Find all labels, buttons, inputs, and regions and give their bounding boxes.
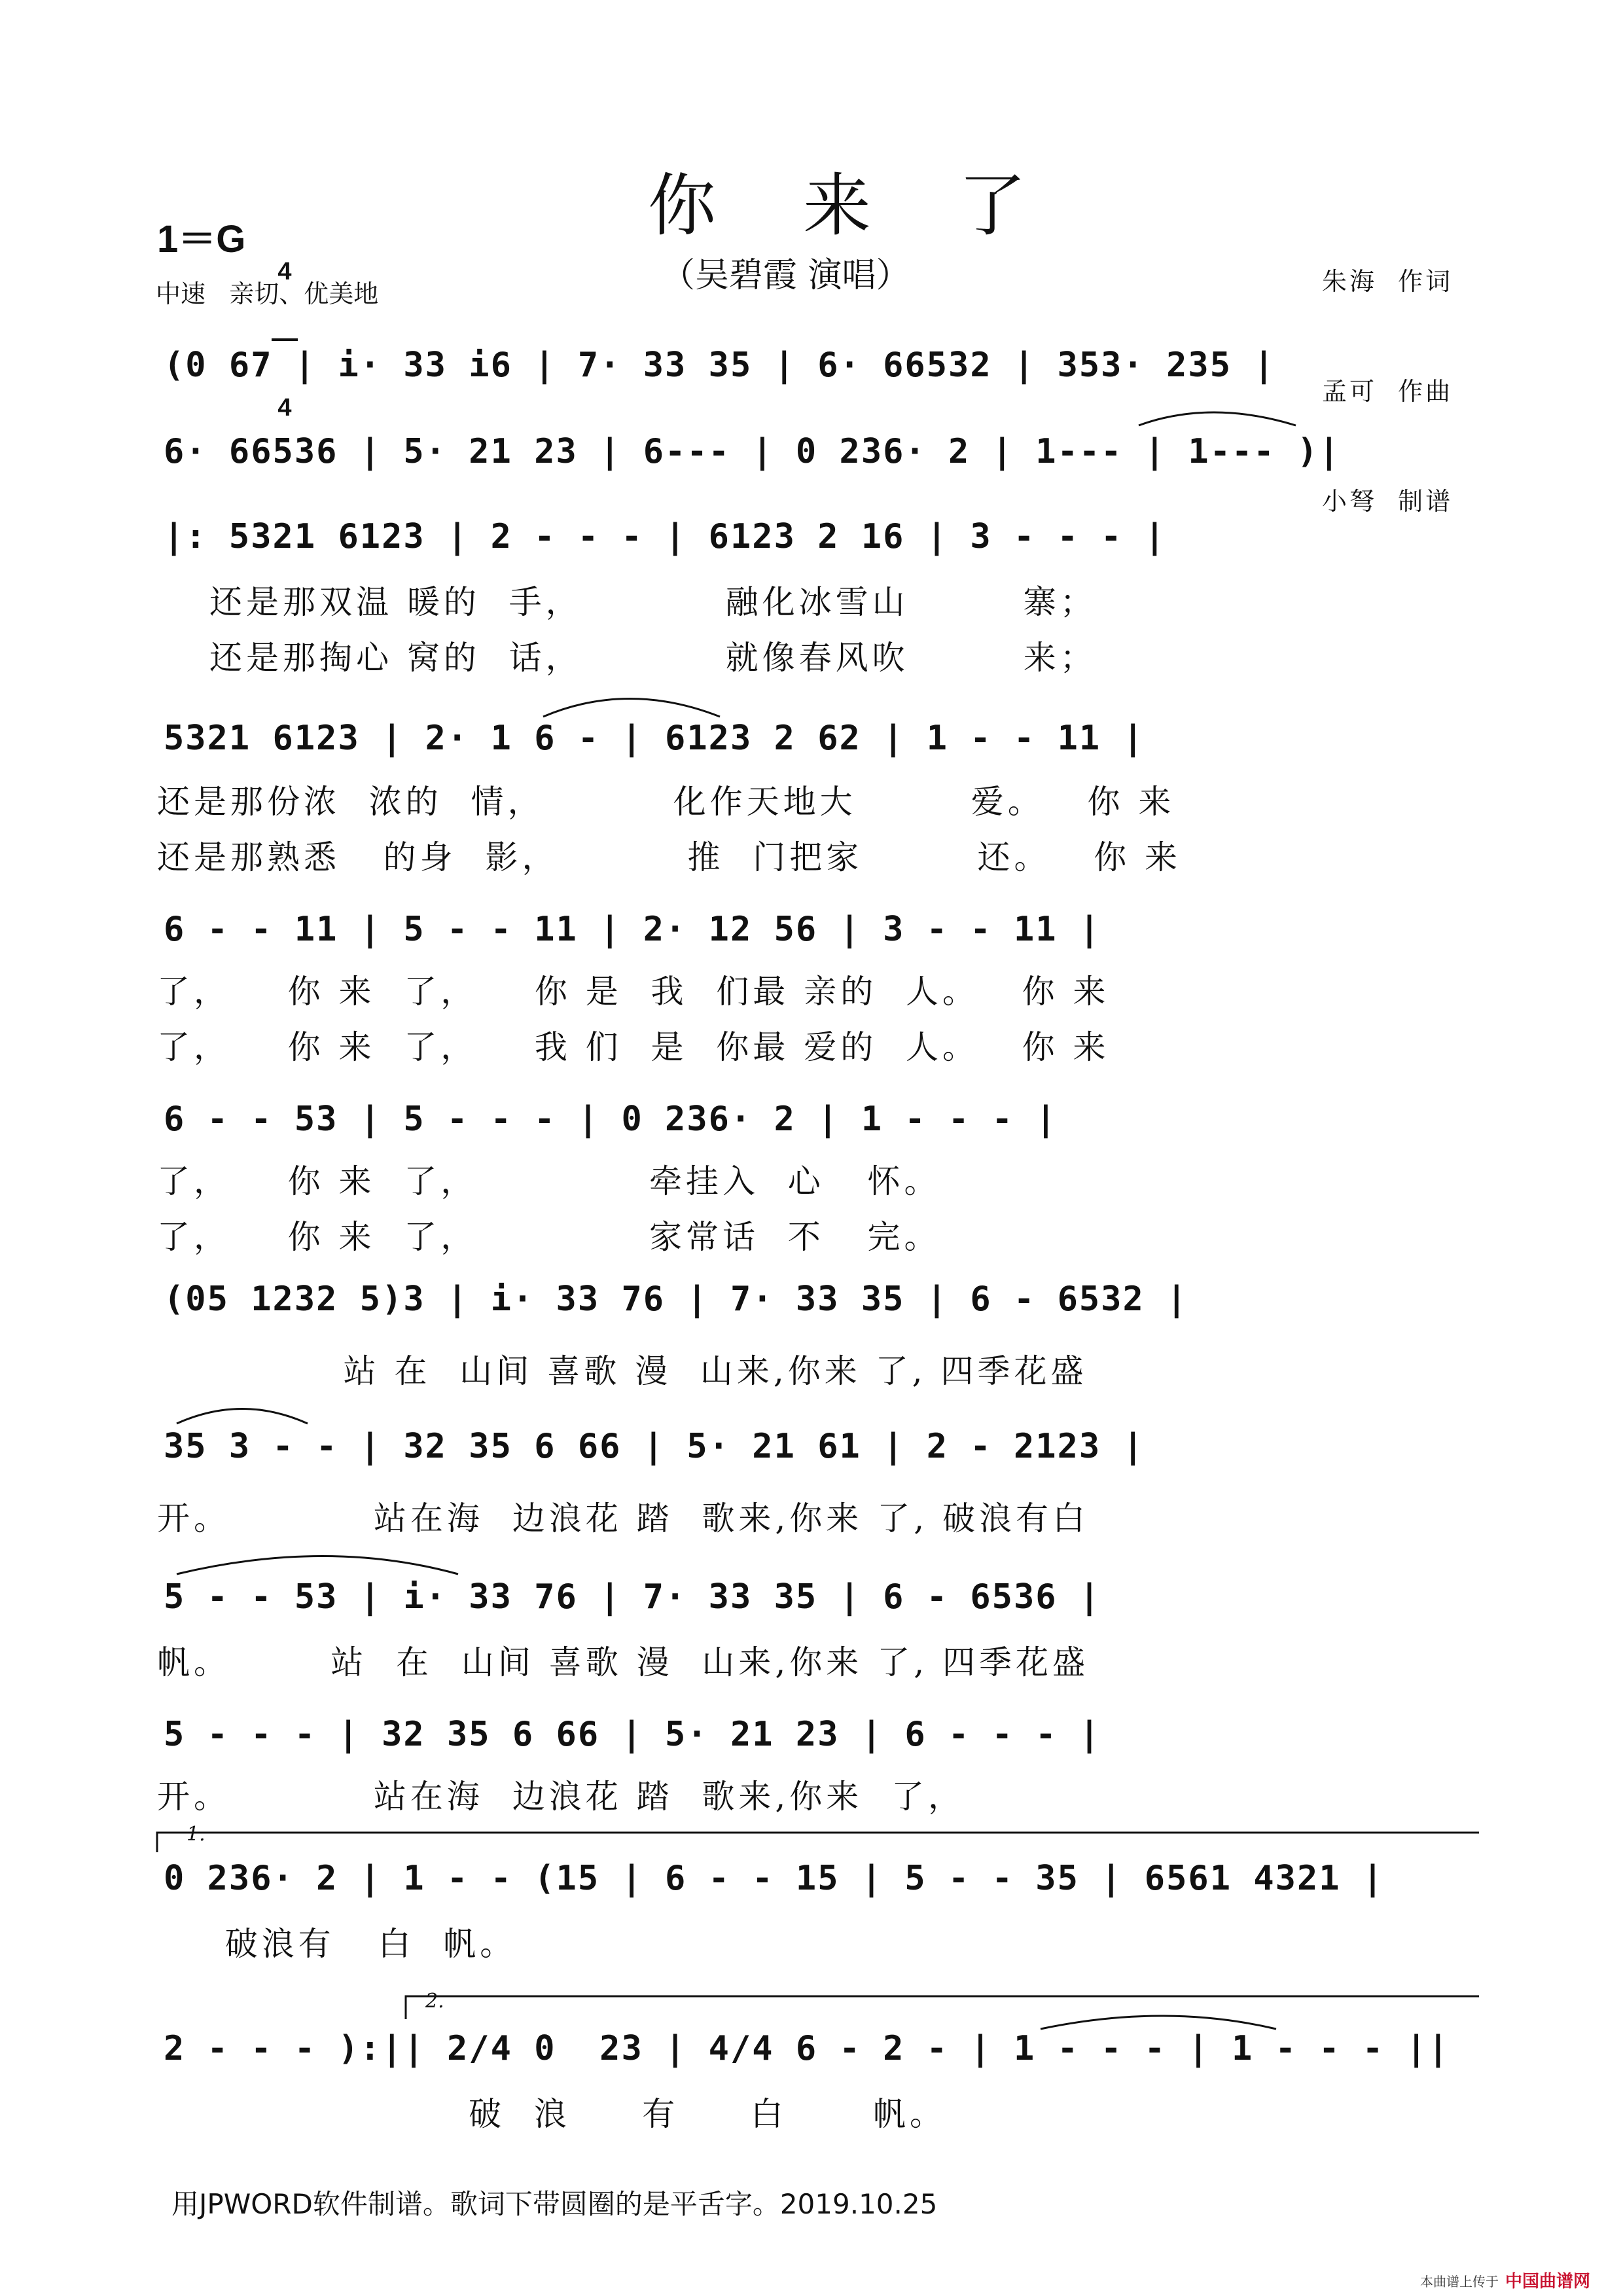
score-line-11: 0 236· 2 | 1 - - (15 | 6 - - 15 | 5 - - 35 | 6561 4321 | [164,1859,1385,1898]
slur-line-8 [177,1409,308,1424]
performer-subtitle: （吴碧霞 演唱） [661,256,910,295]
volta-1-bracket [157,1833,1479,1852]
score-line-7: (05 1232 5)3 | i· 33 76 | 7· 33 35 | 6 - 6532 | [164,1280,1188,1319]
lyric-line-3-verse-2: 还是那掏心 窝的 话， 就像春风吹 来； [209,639,1097,677]
lyric-line-6-verse-1: 了， 你 来 了， 牵挂入 心 怀。 [157,1162,941,1200]
score-line-5: 6 - - 11 | 5 - - 11 | 2· 12 56 | 3 - - 11 | [164,910,1101,949]
score-line-3: |: 5321 6123 | 2 - - - | 6123 2 16 | 3 - - - | [164,517,1167,556]
volta-2-label: 2. [425,1990,444,2013]
lyric-line-10: 开。 站在海 边浪花 踏 歌来,你来 了， [157,1778,965,1816]
site-logo: 中国曲谱网 [1505,2272,1591,2291]
score-line-4: 5321 6123 | 2· 1 6 - | 6123 2 62 | 1 - - 11 | [164,719,1145,758]
footer-note: 用JPWORD软件制谱。歌词下带圆圈的是平舌字。2019.10.25 [171,2188,938,2220]
song-title: 你 来 了 [648,166,1060,245]
lyric-line-6-verse-2: 了， 你 来 了， 家常话 不 完。 [157,1218,941,1256]
volta-2-bracket [406,1996,1479,2019]
score-line-2: 6· 66536 | 5· 21 23 | 6--- | 0 236· 2 | 1--- | 1--- )| [164,432,1341,471]
lyric-line-11: 破浪有 白 帆。 [196,1925,517,1963]
upload-source-text: 本曲谱上传于 [1420,2274,1499,2289]
lyricist-credit: 朱海 作词 [1322,267,1454,296]
slur-line-4 [543,699,720,717]
lyric-line-12: 破 浪 有 白 帆。 [196,2095,947,2133]
time-sig-top: 4 [277,258,292,285]
lyric-line-8: 开。 站在海 边浪花 踏 歌来,你来 了, 破浪有白 [157,1499,1089,1537]
lyric-line-5-verse-2: 了， 你 来 了， 我 们 是 你最 爱的 人。 你 来 [157,1028,1110,1066]
lyric-line-4-verse-2: 还是那熟悉 的身 影， 推 门把家 还。 你 来 [157,838,1182,876]
lyric-line-7: 站 在 山间 喜歌 漫 山来,你来 了, 四季花盛 [157,1352,1088,1390]
lyric-line-3-verse-1: 还是那双温 暖的 手， 融化冰雪山 寨； [209,583,1097,621]
slur-line-9 [177,1556,458,1575]
key-signature: 1＝G [157,218,246,260]
composer-credit: 孟可 作曲 [1322,377,1454,406]
volta-1-label: 1. [187,1823,205,1846]
lyric-line-5-verse-1: 了， 你 来 了， 你 是 我 们最 亲的 人。 你 来 [157,973,1110,1011]
time-sig-bottom: 4 [277,394,292,422]
lyric-line-9: 帆。 站 在 山间 喜歌 漫 山来,你来 了, 四季花盛 [157,1643,1089,1681]
tempo-marking: 中速 亲切、优美地 [156,279,379,308]
score-line-9: 5 - - 53 | i· 33 76 | 7· 33 35 | 6 - 6536 | [164,1577,1101,1617]
arranger-credit: 小弩 制谱 [1322,487,1454,516]
tie-line-2 [1139,412,1296,425]
score-line-8: 35 3 - - | 32 35 6 66 | 5· 21 61 | 2 - 2123 | [164,1427,1145,1466]
tie-final [1041,2016,1276,2029]
score-line-10: 5 - - - | 32 35 6 66 | 5· 21 23 | 6 - - - | [164,1715,1101,1754]
score-line-12: 2 - - - ):|| 2/4 0 23 | 4/4 6 - 2 - | 1 - - - | 1 - - - || [164,2029,1450,2068]
score-line-6: 6 - - 53 | 5 - - - | 0 236· 2 | 1 - - - | [164,1100,1058,1139]
score-line-1: (0 67 | i· 33 i6 | 7· 33 35 | 6· 66532 | 353· 235 | [164,346,1275,385]
lyric-line-4-verse-1: 还是那份浓 浓的 情， 化作天地大 爱。 你 来 [157,783,1175,821]
